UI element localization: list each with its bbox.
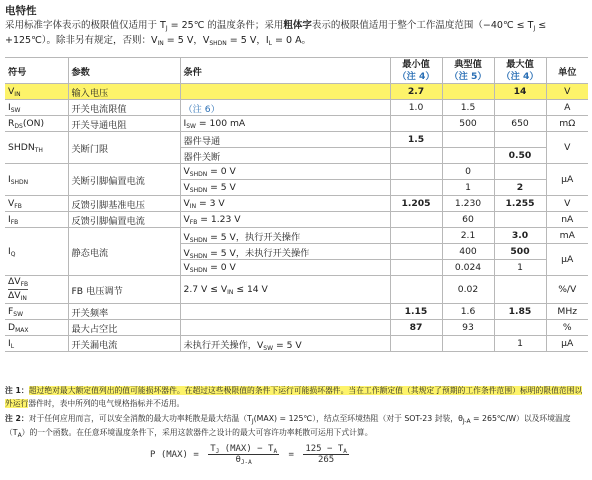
electrical-characteristics-table bbox=[5, 57, 588, 352]
section-heading: 电特性 bbox=[5, 5, 37, 17]
cell-max: 2 bbox=[494, 180, 546, 196]
cell-conditions: 器件导通 bbox=[180, 132, 390, 148]
cell-conditions: $V_{SHDN} = 0$ V bbox=[180, 260, 390, 276]
note-1: 注 1：超过绝对最大额定值列出的值可能损坏器件。在超过这些极限值的条件下运行可能损坏器件。当在工作额定值（其规定了预期的工作条件范围）标明的限值范围以外运行器件时，表中所列的电气规格指标并不适用。 bbox=[5, 386, 583, 408]
cell-min bbox=[390, 180, 442, 196]
header-conditions: 条件 bbox=[180, 58, 390, 84]
cell-typ: 0.024 bbox=[442, 260, 494, 276]
header-units: 单位 bbox=[546, 58, 588, 84]
cell-typ bbox=[442, 336, 494, 352]
cell-unit: V bbox=[546, 132, 588, 164]
cell-unit: V bbox=[546, 84, 588, 100]
cell-parameter: 关断门限 bbox=[68, 132, 180, 164]
cell-symbol: $SHDN_{TH}$ bbox=[5, 132, 68, 164]
cell-unit: mA bbox=[546, 228, 588, 244]
table-row-il bbox=[5, 336, 588, 352]
cell-max: 1 bbox=[494, 260, 546, 276]
cell-conditions: $V_{SHDN} = 5$ V，执行开关操作 bbox=[180, 228, 390, 244]
cell-conditions: $V_{IN} = 3$ V bbox=[180, 196, 390, 212]
cell-max bbox=[494, 320, 546, 336]
cell-min bbox=[390, 148, 442, 164]
cell-parameter: 最大占空比 bbox=[68, 320, 180, 336]
cell-typ: 1.230 bbox=[442, 196, 494, 212]
cell-symbol: $I_Q$ bbox=[5, 228, 68, 276]
cell-min bbox=[390, 164, 442, 180]
cell-conditions: $V_{SHDN} = 0$ V bbox=[180, 164, 390, 180]
cell-symbol: $V_{IN}$ bbox=[5, 84, 68, 100]
cell-typ bbox=[442, 132, 494, 148]
cell-conditions: 2.7 $V \le V_{IN} \le 14$ V bbox=[180, 276, 390, 304]
table-header-row bbox=[5, 58, 588, 84]
cell-typ: 93 bbox=[442, 320, 494, 336]
cell-max: 1.85 bbox=[494, 304, 546, 320]
cell-typ bbox=[442, 148, 494, 164]
table-row-shdn-th bbox=[5, 132, 588, 148]
cell-typ: 2.1 bbox=[442, 228, 494, 244]
cell-parameter: 输入电压 bbox=[68, 84, 180, 100]
note-2: 注 2：对于任何应用而言，可以安全消散的最大功率耗散是最大结温（$T_J(MAX)$ = 125℃），结点至环境热阻（对于 SOT-23 封装，$\theta_{J-A}$ = 265℃/W）以及环境温度$(T_A)$的一个函数。在任意环境温度条件下，采用这款器件之设计的最大可容许功率耗散可运用下式计算。 bbox=[5, 414, 571, 439]
header-min: 最小值 （注 4） bbox=[390, 58, 442, 84]
table-row-isw bbox=[5, 100, 588, 116]
table-row-vfb bbox=[5, 196, 588, 212]
cell-max bbox=[494, 132, 546, 148]
cell-min: 1.0 bbox=[390, 100, 442, 116]
cell-conditions bbox=[180, 304, 390, 320]
cell-unit: %/V bbox=[546, 276, 588, 304]
cell-min: 1.15 bbox=[390, 304, 442, 320]
header-parameter: 参数 bbox=[68, 58, 180, 84]
cell-typ: 400 bbox=[442, 244, 494, 260]
cell-max bbox=[494, 276, 546, 304]
cell-unit: A bbox=[546, 100, 588, 116]
cell-parameter: 反馈引脚偏置电流 bbox=[68, 212, 180, 228]
cell-min bbox=[390, 228, 442, 244]
cell-min bbox=[390, 212, 442, 228]
formula-fraction-1: $\frac{T_J (MAX) - T_A}{\theta_{J-A}}$ bbox=[210, 444, 278, 466]
cell-unit: % bbox=[546, 320, 588, 336]
cell-conditions: $V_{SHDN} = 5$ V，未执行开关操作 bbox=[180, 244, 390, 260]
cell-symbol: $R_{DS}(ON)$ bbox=[5, 116, 68, 132]
cell-min bbox=[390, 276, 442, 304]
cell-symbol: $V_{FB}$ bbox=[5, 196, 68, 212]
cell-symbol: $I_L$ bbox=[5, 336, 68, 352]
cell-max: 1.255 bbox=[494, 196, 546, 212]
cell-conditions: $I_{SW} = 100$ mA bbox=[180, 116, 390, 132]
cell-symbol: $I_{FB}$ bbox=[5, 212, 68, 228]
cell-max: 650 bbox=[494, 116, 546, 132]
cell-symbol: $I_{SHDN}$ bbox=[5, 164, 68, 196]
table-row-fsw bbox=[5, 304, 588, 320]
cell-typ: 60 bbox=[442, 212, 494, 228]
cell-unit: mΩ bbox=[546, 116, 588, 132]
cell-min bbox=[390, 116, 442, 132]
cell-conditions bbox=[180, 320, 390, 336]
table-row-vin bbox=[5, 84, 588, 100]
header-max: 最大值 （注 4） bbox=[494, 58, 546, 84]
cell-symbol: $D_{MAX}$ bbox=[5, 320, 68, 336]
cell-min: 2.7 bbox=[390, 84, 442, 100]
table-row-dmax bbox=[5, 320, 588, 336]
cell-unit: μA bbox=[546, 336, 588, 352]
cell-max: 3.0 bbox=[494, 228, 546, 244]
cell-parameter: 开关漏电流 bbox=[68, 336, 180, 352]
cell-max bbox=[494, 212, 546, 228]
cell-typ: 1.5 bbox=[442, 100, 494, 116]
cell-min: 1.205 bbox=[390, 196, 442, 212]
table-row-iq bbox=[5, 228, 588, 244]
cell-min bbox=[390, 260, 442, 276]
cell-max: 0.50 bbox=[494, 148, 546, 164]
cell-min: 1.5 bbox=[390, 132, 442, 148]
formula-fraction-2: $\frac{125 - T_A}{265}$ bbox=[305, 444, 347, 465]
table-row-ishdn bbox=[5, 164, 588, 180]
cell-parameter: 静态电流 bbox=[68, 228, 180, 276]
cell-unit: μA bbox=[546, 244, 588, 276]
cell-conditions: 未执行开关操作，$V_{SW} = 5$ V bbox=[180, 336, 390, 352]
cell-conditions bbox=[180, 84, 390, 100]
cell-conditions: $V_{SHDN} = 5$ V bbox=[180, 180, 390, 196]
note-6-link[interactable]: （注 6） bbox=[180, 100, 390, 116]
cell-unit: μA bbox=[546, 164, 588, 196]
cell-parameter: 开关电流限值 bbox=[68, 100, 180, 116]
cell-min bbox=[390, 244, 442, 260]
cell-typ: 0 bbox=[442, 164, 494, 180]
cell-conditions: 器件关断 bbox=[180, 148, 390, 164]
cell-unit: V bbox=[546, 196, 588, 212]
cell-parameter: 开关频率 bbox=[68, 304, 180, 320]
cell-typ: 1.6 bbox=[442, 304, 494, 320]
cell-symbol: $\Delta V_{FB}$ $\Delta V_{IN}$ bbox=[5, 276, 68, 304]
table-row-ifb bbox=[5, 212, 588, 228]
cell-min bbox=[390, 336, 442, 352]
cell-typ bbox=[442, 84, 494, 100]
header-symbol: 符号 bbox=[5, 58, 68, 84]
cell-symbol: $F_{SW}$ bbox=[5, 304, 68, 320]
cell-parameter: FB 电压调节 bbox=[68, 276, 180, 304]
cell-max bbox=[494, 100, 546, 116]
cell-unit: MHz bbox=[546, 304, 588, 320]
cell-max: 1 bbox=[494, 336, 546, 352]
cell-typ: 0.02 bbox=[442, 276, 494, 304]
power-formula: P (MAX) = $\frac{T_J (MAX) - T_A}{\theta_{J-A}}$ = $\frac{125 - T_A}{265}$ bbox=[150, 444, 347, 466]
table-row-rds-on bbox=[5, 116, 588, 132]
cell-max: 14 bbox=[494, 84, 546, 100]
table-row-dvfb bbox=[5, 276, 588, 304]
intro-paragraph: 采用标准字体表示的极限值仅适用于 $T_J$ = 25℃ 的温度条件；采用粗体字表示的极限值适用于整个工作温度范围（−40℃ ≤ $T_J$ ≤ +125℃）。除非另有规定，否则：$V_{IN} = 5$ V，$V_{SHDN} = 5$ V，$I_L = 0$ A。 bbox=[5, 20, 547, 47]
cell-typ: 500 bbox=[442, 116, 494, 132]
cell-typ: 1 bbox=[442, 180, 494, 196]
cell-parameter: 反馈引脚基准电压 bbox=[68, 196, 180, 212]
cell-conditions: $V_{FB} = 1.23$ V bbox=[180, 212, 390, 228]
cell-min: 87 bbox=[390, 320, 442, 336]
cell-max: 500 bbox=[494, 244, 546, 260]
cell-parameter: 关断引脚偏置电流 bbox=[68, 164, 180, 196]
cell-parameter: 开关导通电阻 bbox=[68, 116, 180, 132]
cell-unit: nA bbox=[546, 212, 588, 228]
cell-max bbox=[494, 164, 546, 180]
cell-symbol: $I_{SW}$ bbox=[5, 100, 68, 116]
header-typ: 典型值 （注 5） bbox=[442, 58, 494, 84]
